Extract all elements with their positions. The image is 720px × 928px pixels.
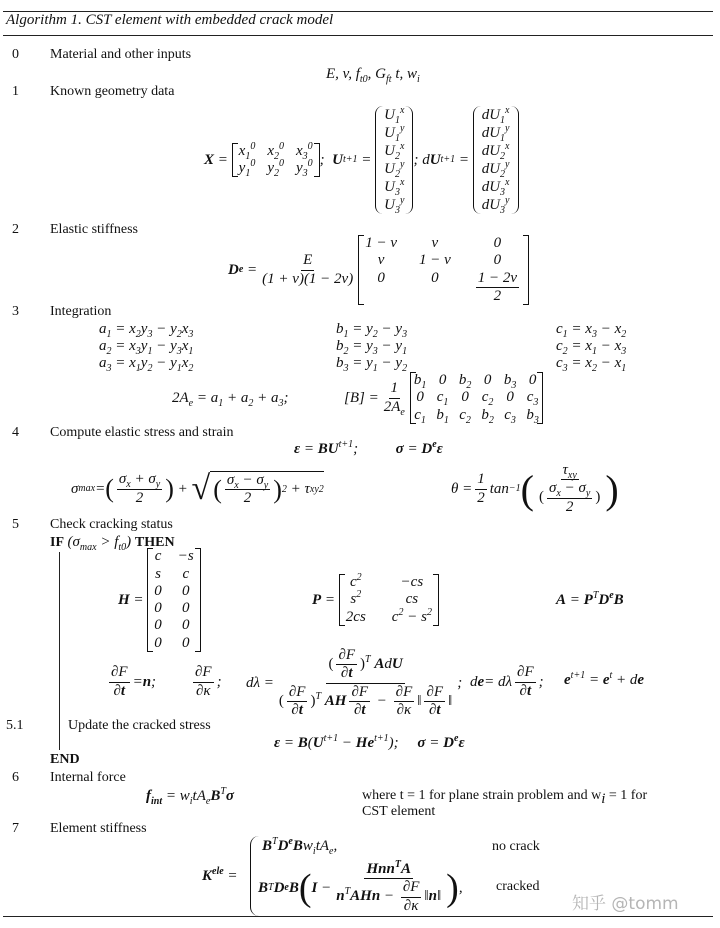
no-crack-case: $B^TD^eBw_itA_e$, bbox=[262, 836, 338, 857]
step-number: 6 bbox=[12, 770, 19, 785]
step-label: Material and other inputs bbox=[50, 47, 192, 62]
if-block-bar bbox=[59, 552, 60, 750]
b-coefficients: $b_1 = y_2 - y_3$ $b_2 = y_3 - y_1$ $b_3 = y_1 - y_2$ bbox=[336, 321, 408, 374]
step-label: Compute elastic stress and strain bbox=[50, 425, 234, 440]
d-lambda-equation: dλ = ( $\frac{\partial F}{\partial t}$ )$^T$ AdU ( $\frac{\partial F}{\partial t}$ )$^T$ AH $\frac{\partial F}{\partial t}$ − $\frac{\partial F}{\partial\kappa}$ ‖ $\frac{\partial F}{\partial t}$ ‖ ; bbox=[246, 647, 463, 718]
algorithm-title: Algorithm 1. CST element with embedded crack model bbox=[6, 12, 334, 28]
step-number: 5 bbox=[12, 517, 19, 532]
step-label: Integration bbox=[50, 304, 112, 319]
h-matrix-equation: H = c −s s c 0 0 0 0 0 0 0 0 bbox=[118, 550, 201, 650]
geometry-equation: X = $x_1^0$ $x_2^0$ $x_3^0$ $y_1^0$ $y_2^0$ $y_3^0$ ; U t+1 = $U_1^x$ $U_1^y$ $U_2^x$ $U_2^y$ $U_3^x$ $U_3^y$ ; d U t+1 = $dU_1^x$ $dU_1^y$ $dU_2^x$ $dU_2^y$ $dU_3^x$ $dU_3^y$ bbox=[204, 100, 519, 220]
a-coefficients: $a_1 = x_2y_3 - y_2x_3$ $a_2 = x_3y_1 - y_3x_1$ $a_3 = x_1y_2 - y_1x_2$ bbox=[99, 321, 194, 374]
sigma-max-equation: σ max = ( $\frac{\sigma_x + \sigma_y}{2}$ ) + √ ( $\frac{\sigma_x - \sigma_y}{2}$ ) 2 + τ xy 2 bbox=[71, 470, 324, 507]
p-matrix-equation: P = $c^2$ −cs $s^2$ cs 2cs $c^2 - s^2$ bbox=[312, 575, 439, 625]
step-number: 1 bbox=[12, 84, 19, 99]
step-label: Known geometry data bbox=[50, 84, 175, 99]
watermark: 知乎 @tomm bbox=[572, 894, 679, 914]
internal-force-note: where t = 1 for plane strain problem and $w_i = 1$ for bbox=[362, 788, 648, 807]
bottom-rule bbox=[3, 916, 713, 917]
step-label: Internal force bbox=[50, 770, 126, 785]
a-matrix-equation: $A = P^TD^eB$ bbox=[556, 590, 624, 608]
c-coefficients: $c_1 = x_3 - x_2$ $c_2 = x_1 - x_3$ $c_3 = x_2 - x_1$ bbox=[556, 321, 627, 374]
then-keyword: THEN bbox=[134, 535, 175, 550]
element-stiffness-lhs: $K^{ele}$ = bbox=[202, 866, 238, 884]
if-keyword: IF bbox=[50, 535, 64, 550]
internal-force-note-line2: CST element bbox=[362, 804, 436, 819]
no-crack-label: no crack bbox=[492, 839, 540, 854]
elastic-stiffness-equation: D e = $\frac{E}{(1 + v)(1 - 2v)}$ 1 − v v 0 v 1 − v 0 0 0 $\frac{1 - 2v}{2}$ bbox=[228, 234, 529, 306]
end-keyword: END bbox=[50, 752, 80, 767]
step-label: Elastic stiffness bbox=[50, 222, 139, 237]
step-label: Check cracking status bbox=[50, 517, 173, 532]
step-number: 7 bbox=[12, 821, 19, 836]
step-label: Update the cracked stress bbox=[68, 718, 211, 733]
inputs-equation: E, v, $f_{t0}$, $G_{ft}$ t, $w_i$ bbox=[326, 66, 420, 85]
step-label: Element stiffness bbox=[50, 821, 147, 836]
derivative-n-equation: $\frac{\partial F}{\partial t}$ = n ; bbox=[111, 664, 157, 699]
area-equation: $2A_e = a_1 + a_2 + a_3$; bbox=[172, 390, 289, 409]
step-number: 5.1 bbox=[6, 718, 24, 733]
de-equation: d e = dλ $\frac{\partial F}{\partial t}$ ; bbox=[470, 664, 544, 699]
step-number: 2 bbox=[12, 222, 19, 237]
step-number: 0 bbox=[12, 47, 19, 62]
step-number: 3 bbox=[12, 304, 19, 319]
cracked-case: B T D e B ( I − Hnn$^T$A $n^TAHn$ − $\frac{\partial F}{\partial\kappa}$ ‖n‖ ) , bbox=[258, 859, 463, 914]
step-number: 4 bbox=[12, 425, 19, 440]
b-matrix-equation: [B] = $\frac{1}{2A_e}$ $b_1$ 0 $b_2$ 0 $b_3$ 0 0 $c_1$ 0 $c_2$ 0 $c_3$ $c_1$ $b_1$ $c_2$ $b_2$ $c_3$ $b_3$ bbox=[344, 372, 543, 424]
cracked-stress-equation: $\varepsilon = B(U^{t+1} - He^{t+1})$; $\sigma = D^e\varepsilon$ bbox=[274, 733, 465, 751]
if-statement: IF $(\sigma_{max} > f_{t0})$ THEN bbox=[50, 534, 175, 553]
theta-equation: θ = $\frac{1}{2}$ tan −1 ( $\tau_{xy}$ ( $\frac{\sigma_x - \sigma_y}{2}$ ) ) bbox=[451, 462, 619, 515]
e-update-equation: $e^{t+1} = e^t$ + de bbox=[564, 670, 645, 688]
derivative-kappa: $\frac{\partial F}{\partial\kappa}$ ; bbox=[195, 664, 222, 699]
cracked-label: cracked bbox=[496, 879, 540, 894]
internal-force-equation: $f_{int} = w_itA_eB^T\sigma$ bbox=[146, 786, 235, 807]
strain-stress-equation: $\varepsilon = BU^{t+1}$; $\sigma = D^e\varepsilon$ bbox=[294, 439, 443, 457]
title-rule bbox=[3, 35, 713, 36]
